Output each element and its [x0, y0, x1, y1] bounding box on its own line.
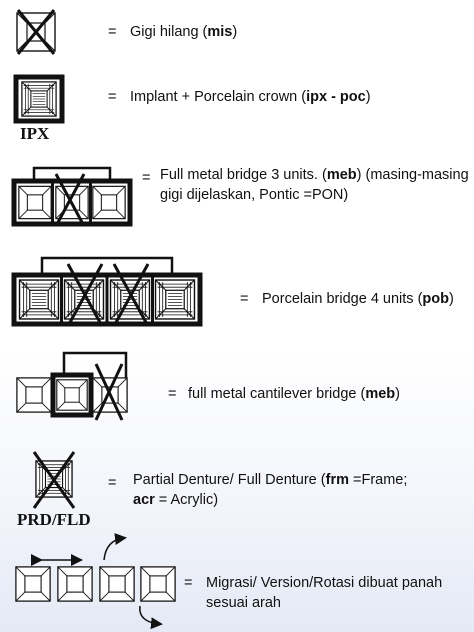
- migration-symbol: [8, 530, 178, 630]
- equals-sign: =: [240, 291, 249, 307]
- cantilever-bridge-symbol: [14, 350, 130, 426]
- legend-description: full metal cantilever bridge (meb): [188, 386, 400, 402]
- equals-sign: =: [108, 24, 117, 40]
- legend-description: Full metal bridge 3 units. (meb) (masing-masing gigi dijelaskan, Pontic =PON): [160, 167, 469, 203]
- equals-sign: =: [168, 386, 177, 402]
- missing-tooth-symbol: [14, 10, 58, 54]
- equals-sign: =: [108, 475, 117, 491]
- equals-sign: =: [108, 89, 117, 105]
- implant-crown-symbol: [14, 75, 64, 123]
- legend-description: Partial Denture/ Full Denture (frm =Frame; acr = Acrylic): [133, 472, 408, 508]
- legend-description: Migrasi/ Version/Rotasi dibuat panah sesuai arah: [206, 575, 443, 611]
- equals-sign: =: [184, 575, 193, 591]
- prd-fld-caption: PRD/FLD: [17, 510, 91, 529]
- equals-sign: =: [142, 170, 151, 186]
- legend-description: Porcelain bridge 4 units (pob): [262, 291, 454, 307]
- rotation-arrow-icon: [140, 606, 160, 624]
- rotation-arrow-icon: [104, 538, 124, 560]
- legend-description: Implant + Porcelain crown (ipx - poc): [130, 89, 371, 105]
- denture-symbol: [28, 450, 82, 510]
- metal-bridge-symbol: [12, 164, 132, 226]
- legend-description: Gigi hilang (mis): [130, 24, 238, 40]
- ipx-caption: IPX: [20, 124, 50, 143]
- porcelain-bridge-symbol: [12, 254, 202, 326]
